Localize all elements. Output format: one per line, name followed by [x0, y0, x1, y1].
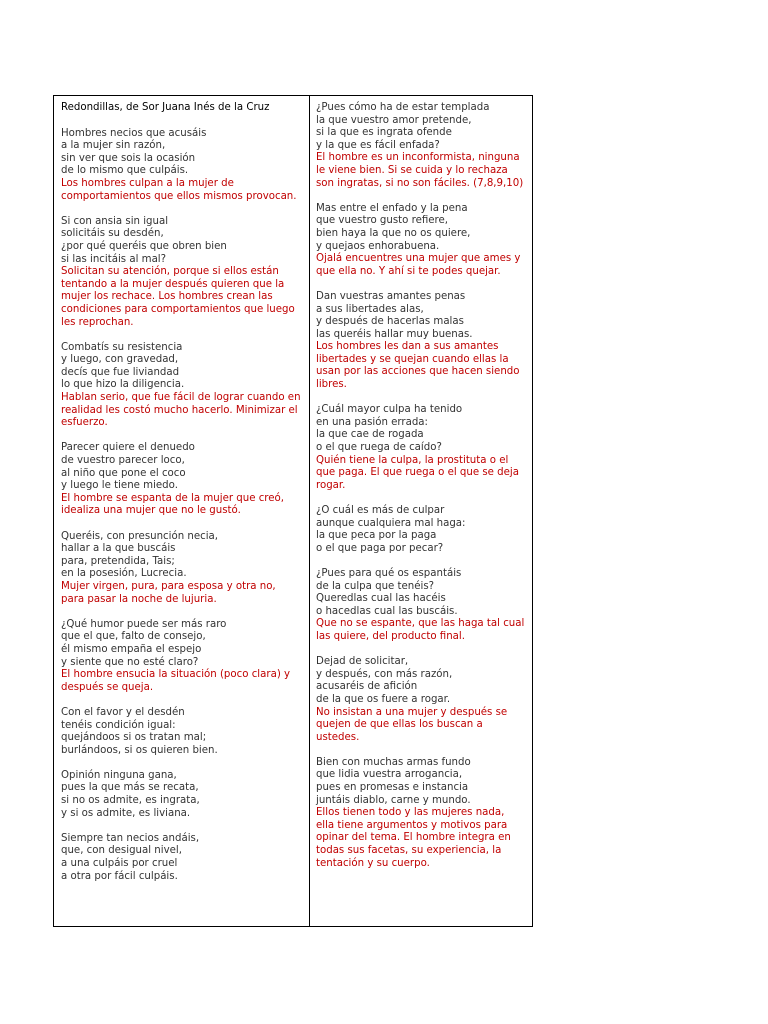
verse-line: que lidia vuestra arrogancia, — [316, 769, 463, 781]
left-stanzas — [61, 128, 302, 884]
commentary-text: El hombre es un inconformista, ninguna le viene bien. Si se cuida y lo rechaza son ingratas, si no son fáciles. (7,8,9,10) — [316, 152, 524, 189]
stanza-block — [316, 505, 525, 555]
verse-line: ¿Pues cómo ha de estar templada — [316, 102, 490, 113]
verse-line: la que cae de rogada — [316, 429, 424, 441]
verse-line: Dan vuestras amantes penas — [316, 290, 466, 302]
verse-line: y después, con más razón, — [316, 668, 453, 680]
verse-line: Combatís su resistencia — [61, 341, 183, 353]
document-title: Redondillas, de Sor Juana Inés de la Cruz — [61, 102, 270, 113]
commentary-text: Los hombres culpan a la mujer de comportamientos que ellos mismos provocan. — [61, 177, 297, 202]
verse-line: y quejaos enhorabuena. — [316, 240, 440, 252]
verse-line: en la posesión, Lucrecia. — [61, 568, 187, 580]
stanza-block — [61, 216, 302, 329]
right-stanzas — [316, 102, 525, 870]
stanza-block — [61, 619, 302, 695]
commentary-text: Que no se espante, que las haga tal cual las quiere, del producto final. — [316, 618, 525, 642]
commentary-text: Solicitan su atención, porque si ellos están tentando a la mujer después quieren que la mujer los rechace. Los hombres crean las condiciones para comportamientos que luego les reprochan. — [61, 266, 295, 328]
commentary-text: Ellos tienen todo y las mujeres nada, ella tiene argumentos y motivos para opinar del tema. El hombre integra en todas sus facetas, su experiencia, la tentación y su cuerpo. — [316, 807, 511, 869]
verse-line: y siente que no esté claro? — [61, 656, 199, 668]
commentary-text: Mujer virgen, pura, para esposa y otra no, para pasar la noche de lujuria. — [61, 580, 276, 605]
verse-line: Queredlas cual las hacéis — [316, 593, 446, 605]
stanza-block — [61, 531, 302, 607]
verse-line: sin ver que sois la ocasión — [61, 152, 196, 164]
verse-line: lo que hizo la diligencia. — [61, 379, 185, 391]
verse-line: Mas entre el enfado y la pena — [316, 202, 468, 214]
stanza-block — [61, 442, 302, 518]
verse-line: de lo mismo que culpáis. — [61, 165, 189, 177]
verse-line: él mismo empaña el espejo — [61, 643, 202, 655]
verse-line: y luego, con gravedad, — [61, 354, 179, 366]
verse-line: Queréis, con presunción necia, — [61, 530, 219, 542]
verse-line: decís que fue liviandad — [61, 366, 180, 378]
stanza-block — [316, 291, 525, 392]
verse-line: de la que os fuere a rogar. — [316, 693, 451, 705]
verse-line: burlándoos, si os quieren bien. — [61, 744, 218, 756]
verse-line: de la culpa que tenéis? — [316, 580, 435, 592]
verse-line: juntáis diablo, carne y mundo. — [316, 794, 471, 806]
verse-line: pues en promesas e instancia — [316, 782, 469, 794]
verse-line: ¿Qué humor puede ser más raro — [61, 618, 227, 630]
verse-line: la que vuestro amor pretende, — [316, 114, 472, 126]
verse-line: Con el favor y el desdén — [61, 706, 185, 718]
stanza-block — [316, 656, 525, 744]
verse-line: a otra por fácil culpáis. — [61, 870, 178, 882]
verse-line: Opinión ninguna gana, — [61, 769, 177, 781]
verse-line: y luego le tiene miedo. — [61, 480, 178, 492]
verse-line: si no os admite, es ingrata, — [61, 795, 200, 807]
verse-line: pues la que más se recata, — [61, 782, 199, 794]
verse-line: Parecer quiere el denuedo — [61, 442, 195, 454]
stanza-block — [316, 568, 525, 644]
commentary-text: Hablan serio, que fue fácil de lograr cuando en realidad les costó mucho hacerlo. Minimizar el esfuerzo. — [61, 392, 301, 429]
commentary-text: Ojalá encuentres una mujer que ames y que ella no. Y ahí si te podes quejar. — [316, 253, 521, 277]
verse-line: aunque cualquiera mal haga: — [316, 517, 466, 529]
commentary-text: No insistan a una mujer y después se quejen de que ellas los buscan a ustedes. — [316, 706, 508, 743]
verse-line: que el que, falto de consejo, — [61, 631, 206, 643]
stanza-block — [316, 757, 525, 870]
verse-line: ¿Pues para qué os espantáis — [316, 567, 462, 579]
left-column — [54, 96, 310, 926]
verse-line: a una culpáis por cruel — [61, 858, 178, 870]
verse-line: para, pretendida, Tais; — [61, 555, 175, 567]
verse-line: y la que es fácil enfada? — [316, 139, 440, 151]
verse-line: y si os admite, es liviana. — [61, 807, 191, 819]
verse-line: ¿Cuál mayor culpa ha tenido — [316, 404, 463, 416]
stanza-block — [61, 833, 302, 883]
verse-line: quejándoos si os tratan mal; — [61, 732, 207, 744]
verse-line: o hacedlas cual las buscáis. — [316, 605, 458, 617]
verse-line: la que peca por la paga — [316, 530, 437, 542]
verse-line: o el que paga por pecar? — [316, 542, 444, 554]
verse-line: Siempre tan necios andáis, — [61, 832, 200, 844]
verse-line: a sus libertades alas, — [316, 303, 424, 315]
stanza-block — [61, 342, 302, 430]
verse-line: o el que ruega de caído? — [316, 442, 442, 454]
verse-line: las queréis hallar muy buenas. — [316, 328, 473, 340]
verse-line: tenéis condición igual: — [61, 719, 176, 731]
verse-line: que, con desigual nivel, — [61, 845, 182, 857]
stanza-block — [316, 404, 525, 492]
verse-line: ¿por qué queréis que obren bien — [61, 240, 227, 252]
verse-line: a la mujer sin razón, — [61, 140, 166, 152]
commentary-text: El hombre se espanta de la mujer que creó, idealiza una mujer que no le gustó. — [61, 492, 285, 517]
verse-line: si la que es ingrata ofende — [316, 127, 452, 139]
verse-line: y después de hacerlas malas — [316, 316, 464, 328]
stanza-block — [316, 102, 525, 190]
verse-line: en una pasión errada: — [316, 416, 428, 428]
right-column — [310, 96, 532, 926]
verse-line: ¿O cuál es más de culpar — [316, 505, 445, 516]
stanza-block — [61, 770, 302, 820]
stanza-block — [61, 128, 302, 204]
verse-line: de vuestro parecer loco, — [61, 455, 185, 467]
verse-line: acusaréis de afición — [316, 681, 418, 693]
stanza-block — [61, 707, 302, 757]
verse-line: solicitáis su desdén, — [61, 228, 164, 240]
verse-line: Hombres necios que acusáis — [61, 127, 207, 139]
verse-line: si las incitáis al mal? — [61, 253, 167, 265]
commentary-text: Quién tiene la culpa, la prostituta o el que paga. El que ruega o el que se deja rogar. — [316, 454, 519, 491]
verse-line: Bien con muchas armas fundo — [316, 756, 471, 768]
verse-line: bien haya la que no os quiere, — [316, 227, 471, 239]
verse-line: que vuestro gusto refiere, — [316, 215, 449, 227]
commentary-text: Los hombres les dan a sus amantes libertades y se quejan cuando ellas la usan por las acciones que hacen siendo libres. — [316, 341, 520, 391]
verse-line: hallar a la que buscáis — [61, 543, 176, 555]
verse-line: Si con ansia sin igual — [61, 215, 169, 227]
commentary-text: El hombre ensucia la situación (poco clara) y después se queja. — [61, 669, 291, 693]
stanza-block — [316, 203, 525, 279]
poem-table — [53, 95, 533, 927]
verse-line: Dejad de solicitar, — [316, 656, 409, 668]
verse-line: al niño que pone el coco — [61, 467, 186, 479]
